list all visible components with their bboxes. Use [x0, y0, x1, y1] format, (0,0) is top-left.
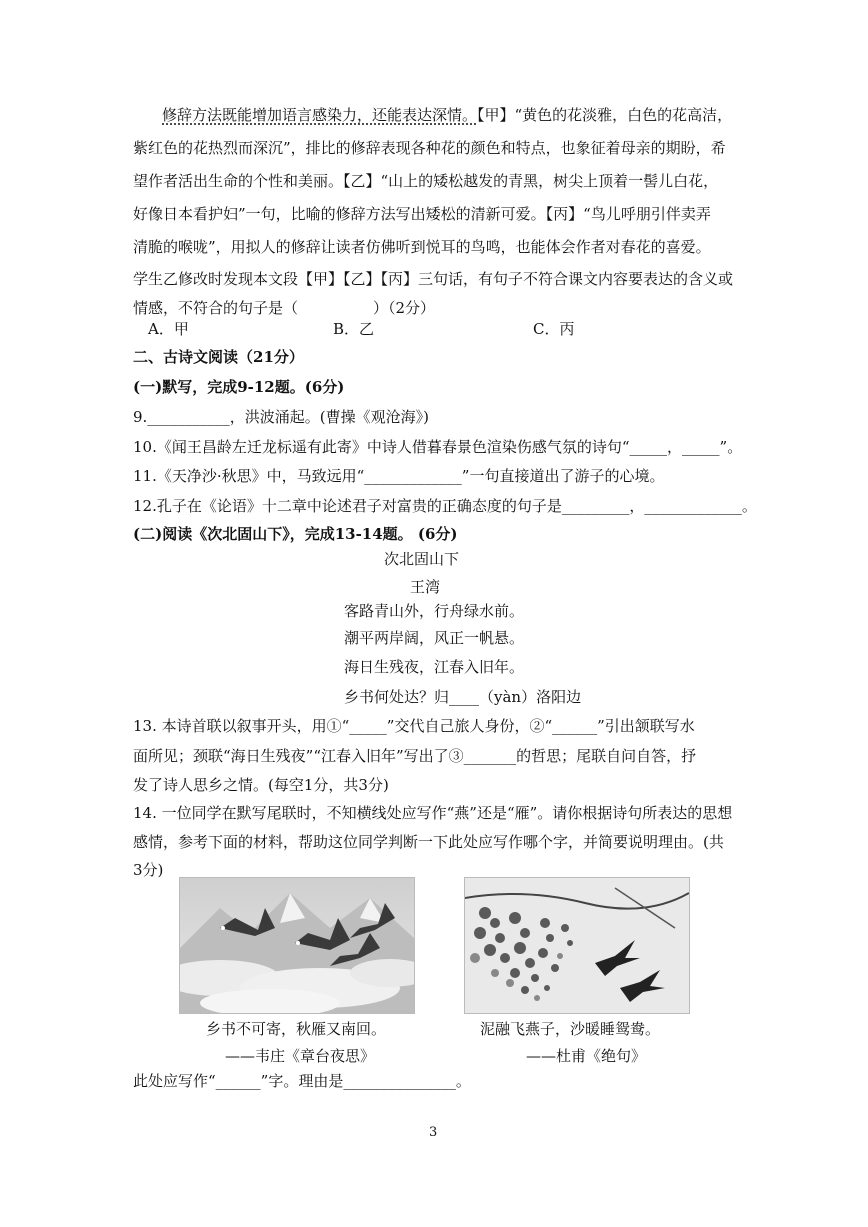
poem-title: 次北固山下: [384, 550, 460, 568]
part1-title: (一)默写，完成9-12题。(6分): [133, 378, 345, 396]
answer-line: 此处应写作“______”字。理由是_______________。: [133, 1072, 471, 1090]
question-14-line-2: 感情，参考下面的材料，帮助这位同学判断一下此处应写作哪个字，并简要说明理由。(共: [133, 833, 724, 851]
question-13-line-1: 13. 本诗首联以叙事开头，用①“_____”交代自己旅人身份，②“______”引出颔联写水: [133, 717, 695, 735]
question-12: 12.孔子在《论语》十二章中论述君子对富贵的正确态度的句子是_________，_____________。: [133, 497, 757, 515]
dotted-emphasis: 修辞方法既能增加语言感染力，还能表达深情。: [162, 106, 478, 124]
para-line-1b: 【甲】“黄色的花淡雅，白色的花高洁，: [477, 106, 733, 124]
para-line-3: 望作者活出生命的个性和美丽。【乙】“山上的矮松越发的青黑，树尖上顶着一髻儿白花，: [133, 172, 719, 190]
caption-right-source: ——杜甫《绝句》: [526, 1047, 647, 1065]
poem-line-3: 海日生残夜，江春入旧年。: [344, 658, 525, 676]
caption-left-line: 乡书不可寄，秋雁又南回。: [206, 1020, 387, 1038]
option-c: C．丙: [533, 320, 575, 338]
para-line-4: 好像日本看护妇”一句，比喻的修辞方法写出矮松的清新可爱。【丙】“鸟儿呼朋引伴卖弄: [133, 205, 711, 223]
para-line-1: [162, 104, 732, 126]
poem-line-1: 客路青山外，行舟绿水前。: [344, 602, 525, 620]
option-a: A．甲: [148, 320, 189, 338]
question-13-line-3: 发了诗人思乡之情。(每空1分，共3分): [133, 776, 389, 794]
swallows-illustration: [464, 877, 690, 1014]
question-11: 11.《天净沙·秋思》中，马致远用“_____________”一句直接道出了游子的心境。: [133, 467, 665, 485]
question-10: 10.《闻王昌龄左迁龙标遥有此寄》中诗人借暮春景色渲染伤感气氛的诗句“_____，_____”。: [133, 438, 743, 456]
question-14-line-1: 14. 一位同学在默写尾联时，不知横线处应写作“燕”还是“雁”。请你根据诗句所表达的思想: [133, 804, 733, 822]
question-9: 9.___________，洪波涌起。(曹操《观沧海》): [133, 408, 430, 426]
poem-line-4: 乡书何处达？归____（yàn）洛阳边: [344, 688, 582, 706]
caption-right-line: 泥融飞燕子，沙暖睡鸳鸯。: [480, 1020, 661, 1038]
question-14-line-3: 3分): [133, 861, 164, 879]
para-line-2: 紫红色的花热烈而深沉”，排比的修辞表现各种花的颜色和特点，也象征着母亲的期盼，希: [133, 139, 726, 157]
caption-left-source: ——韦庄《章台夜思》: [225, 1047, 376, 1065]
para-line-7: 情感，不符合的句子是（ ）（2分）: [133, 299, 436, 317]
option-b: B．乙: [333, 320, 375, 338]
page-number: 3: [429, 1125, 438, 1140]
question-13-line-2: 面所见；颈联“海日生残夜”“江春入旧年”写出了③_______的哲思；尾联自问自答，抒: [133, 747, 697, 765]
para-line-5: 清脆的喉咙”，用拟人的修辞让读者仿佛听到悦耳的鸟鸣，也能体会作者对春花的喜爱。: [133, 238, 711, 256]
geese-illustration: [179, 877, 415, 1014]
part2-title: (二)阅读《次北固山下》，完成13-14题。 (6分): [133, 525, 458, 543]
para-line-6: 学生乙修改时发现本文段【甲】【乙】【丙】三句话，有句子不符合课文内容要表达的含义或: [133, 270, 734, 288]
section-title: 二、古诗文阅读（21分）: [133, 348, 304, 366]
poem-author: 王湾: [410, 578, 441, 596]
poem-line-2: 潮平两岸阔，风正一帆悬。: [344, 629, 525, 647]
